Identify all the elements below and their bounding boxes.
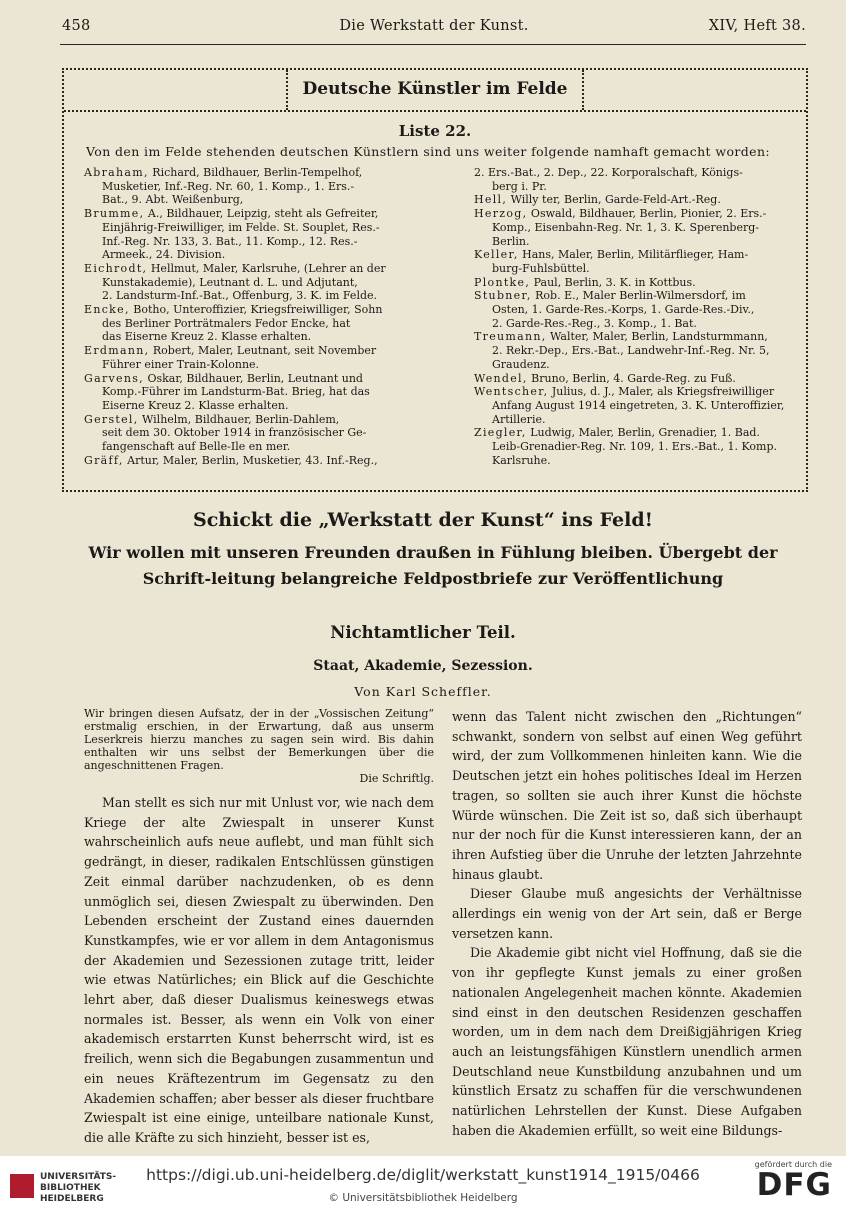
- entry-continuation: berg i. Pr.: [492, 179, 547, 193]
- entry-name: Encke,: [84, 303, 130, 317]
- list-entry: [84, 413, 424, 454]
- entry-continuation: 2. Garde-Res.-Reg., 3. Komp., 1. Bat.: [492, 316, 697, 330]
- entry-continuation: Musketier, Inf.-Reg. Nr. 60, 1. Komp., 1. Ers.-: [102, 179, 355, 193]
- entry-continuation: fangenschaft auf Belle-Ile en mer.: [102, 440, 291, 454]
- library-name-line2: BIBLIOTHEK: [40, 1183, 101, 1193]
- entry-text: Artur, Maler, Berlin, Musketier, 43. Inf.-Reg.,: [127, 453, 378, 467]
- article-author: Von Karl Scheffler.: [354, 684, 492, 699]
- running-title: Die Werkstatt der Kunst.: [339, 18, 529, 34]
- volume-issue: XIV, Heft 38.: [708, 18, 806, 34]
- entry-continuation: Komp.-Führer im Landsturm-Bat. Brieg, hat das: [102, 385, 370, 399]
- entry-text: Hans, Maler, Berlin, Militärflieger, Ham-: [522, 248, 749, 262]
- entry-text: Oswald, Bildhauer, Berlin, Pionier, 2. Ers.-: [530, 207, 767, 221]
- entry-text: Hellmut, Maler, Karlsruhe, (Lehrer an der: [150, 261, 386, 275]
- permalink[interactable]: https://digi.ub.uni-heidelberg.de/diglit/werkstatt_kunst1914_1915/0466: [146, 1166, 700, 1184]
- entry-continuation: 2. Landsturm-Inf.-Bat., Offenburg, 3. K. im Felde.: [102, 289, 378, 303]
- entry-continuation: burg-Fuhlsbüttel.: [492, 261, 590, 275]
- library-name-line1: UNIVERSITÄTS-: [40, 1172, 117, 1182]
- artists-in-field-box: [62, 68, 808, 492]
- list-title: Liste 22.: [398, 122, 472, 140]
- entry-text: Rob. E., Maler Berlin-Wilmersdorf, im: [535, 289, 746, 303]
- entry-name: Stubner,: [474, 289, 532, 303]
- entry-name: Gräff,: [84, 453, 124, 467]
- entry-continuation: Artillerie.: [492, 412, 546, 426]
- list-entry: [474, 193, 804, 207]
- entry-continuation: seit dem 30. Oktober 1914 in französischer Ge-: [102, 426, 367, 440]
- dfg-logo[interactable]: [740, 1160, 832, 1210]
- entry-name: Gerstel,: [84, 412, 139, 426]
- section-title: Nichtamtlicher Teil.: [330, 623, 516, 642]
- editor-note-text: Wir bringen diesen Aufsatz, der in der „Vossischen Zeitung“ erstmalig erschien, in der Erwartung, daß aus unserm Leserkreis hierzu manches zu sagen sein wird. Bis dahin enthalten wir uns selbst der Bemerkungen über die angeschnittenen Fragen.: [84, 707, 434, 772]
- entry-continuation: Anfang August 1914 eingetreten, 3. K. Unteroffizier,: [492, 398, 785, 412]
- entry-name: Plontke,: [474, 275, 531, 289]
- list-entry: [474, 426, 804, 467]
- entry-name: Brumme,: [84, 207, 145, 221]
- entry-continuation: Führer einer Train-Kolonne.: [102, 357, 260, 371]
- entry-text: Botho, Unteroffizier, Kriegsfreiwilliger, Sohn: [133, 303, 383, 317]
- article-paragraph: Die Akademie gibt nicht viel Hoffnung, daß sie die von ihr gepflegte Kunst jemals zu einer großen nationalen Angelegenheit machen könnte. Akademien sind einst in den deutschen Residenzen geschaffen worden, um in dem nach dem Dreißigjährigen Krieg auch an leistungsfähigen Künstlern unendlich armen Deutschland neue Kunstbildung anzubahnen und um künstlich Ersatz zu schaffen für die verschwundenen natürlichen Lehrstellen der Kunst. Diese Aufgaben haben die Akademien erfüllt, so weit eine Bildungs-: [452, 945, 802, 1138]
- entry-text: Oskar, Bildhauer, Berlin, Leutnant und: [147, 371, 363, 385]
- entry-continuation: Armeek., 24. Division.: [102, 248, 226, 262]
- entry-name: Herzog,: [474, 207, 528, 221]
- list-entry: [84, 207, 424, 262]
- entry-text: Ludwig, Maler, Berlin, Grenadier, 1. Bad.: [530, 426, 760, 440]
- list-entry: [84, 454, 424, 468]
- entry-text: Julius, d. J., Maler, als Kriegsfreiwilliger: [551, 385, 775, 399]
- running-head: [62, 18, 806, 42]
- entry-text: Richard, Bildhauer, Berlin-Tempelhof,: [152, 166, 363, 179]
- article-paragraph: Dieser Glaube muß angesichts der Verhältnisse allerdings ein wenig von der Art sein, daß er Berge versetzen kann.: [452, 886, 802, 941]
- entry-continuation: Kunstakademie), Leutnant d. L. und Adjutant,: [102, 275, 358, 289]
- entry-name: Hell,: [474, 193, 508, 207]
- page-number: 458: [62, 18, 91, 34]
- list-entry: [84, 344, 424, 371]
- list-entry: [474, 385, 804, 426]
- dfg-wordmark: DFG: [756, 1167, 832, 1203]
- box-heading: Deutsche Künstler im Felde: [286, 70, 584, 110]
- entry-text: Robert, Maler, Leutnant, seit November: [152, 344, 377, 358]
- entry-name: Ziegler,: [474, 426, 527, 440]
- list-entry: [84, 262, 424, 303]
- article-title: Staat, Akademie, Sezession.: [313, 658, 533, 674]
- entry-name: Wentscher,: [474, 385, 549, 399]
- entry-text: Walter, Maler, Berlin, Landsturmmann,: [550, 330, 768, 344]
- appeal-text: Wir wollen mit unseren Freunden draußen in Fühlung bleiben. Übergebt der Schrift-leitung belangreiche Feldpostbriefe zur Veröffentlichung: [88, 543, 778, 588]
- list-entry: [84, 166, 424, 207]
- entry-name: Garvens,: [84, 371, 144, 385]
- copyright: © Universitätsbibliothek Heidelberg: [328, 1192, 518, 1204]
- entry-text: Paul, Berlin, 3. K. in Kottbus.: [533, 275, 696, 289]
- entry-continuation: Graudenz.: [492, 357, 550, 371]
- entry-name: Treumann,: [474, 330, 547, 344]
- box-heading-band: [64, 70, 806, 112]
- entry-continuation: 2. Rekr.-Dep., Ers.-Bat., Landwehr-Inf.-Reg. Nr. 5,: [492, 344, 770, 358]
- list-entry: [474, 372, 804, 386]
- list-column-left: [84, 166, 424, 467]
- entry-name: Abraham,: [84, 166, 149, 179]
- entry-continuation: Leib-Grenadier-Reg. Nr. 109, 1. Ers.-Bat., 1. Komp.: [492, 440, 778, 454]
- entry-name: Keller,: [474, 248, 519, 262]
- list-entry: [84, 303, 424, 344]
- entry-continuation: Berlin.: [492, 234, 530, 248]
- entry-continuation: das Eiserne Kreuz 2. Klasse erhalten.: [102, 330, 312, 344]
- entry-name: Erdmann,: [84, 344, 150, 358]
- list-entry: [474, 330, 804, 371]
- entry-text: Willy ter, Berlin, Garde-Feld-Art.-Reg.: [510, 193, 721, 207]
- entry-continuation: des Berliner Porträtmalers Fedor Encke, hat: [102, 316, 351, 330]
- editor-signature: Die Schriftlg.: [359, 772, 434, 785]
- list-entry: [474, 248, 804, 275]
- article-paragraph: wenn das Talent nicht zwischen den „Richtungen“ schwankt, sondern von selbst auf einen Weg geführt wird, der zum Vollkommenen hinleiten kann. Wie die Deutschen jetzt ein hohes politisches Ideal im Herzen tragen, so sollten sie auch ihrer Kunst die höchste Würde wünschen. Die Zeit ist so, daß sich überhaupt nur der noch für die Kunst interessieren kann, der an ihren Aufstieg über die Unruhe der letzten Jahrzehnte hinaus glaubt.: [452, 709, 802, 882]
- entry-text: 2. Ers.-Bat., 2. Dep., 22. Korporalschaft, Königs-: [474, 166, 743, 179]
- viewer-footer: [0, 1156, 846, 1215]
- entry-text: Wilhelm, Bildhauer, Berlin-Dahlem,: [142, 412, 340, 426]
- list-intro: Von den im Felde stehenden deutschen Künstlern sind uns weiter folgende namhaft gemacht worden:: [86, 144, 771, 159]
- entry-name: Eichrodt,: [84, 261, 148, 275]
- entry-continuation: Einjährig-Freiwilliger, im Felde. St. Souplet, Res.-: [102, 220, 380, 234]
- list-entry: [474, 289, 804, 330]
- entry-continuation: Eiserne Kreuz 2. Klasse erhalten.: [102, 398, 289, 412]
- appeal-headline: Schickt die „Werkstatt der Kunst“ ins Feld!: [193, 509, 653, 531]
- funded-by-label: gefördert durch die: [754, 1160, 832, 1169]
- entry-continuation: Bat., 9. Abt. Weißenburg,: [102, 193, 244, 207]
- list-column-right: [474, 166, 804, 467]
- entry-continuation: Karlsruhe.: [492, 453, 551, 467]
- library-name-line3: HEIDELBERG: [40, 1194, 104, 1204]
- entry-continuation: Inf.-Reg. Nr. 133, 3. Bat., 11. Komp., 12. Res.-: [102, 234, 358, 248]
- list-entry: [84, 372, 424, 413]
- list-entry: [474, 207, 804, 248]
- entry-continuation: Komp., Eisenbahn-Reg. Nr. 1, 3. K. Sperenberg-: [492, 220, 759, 234]
- list-entry: [474, 166, 804, 193]
- article-column-right: [452, 707, 802, 1140]
- entry-continuation: Osten, 1. Garde-Res.-Korps, 1. Garde-Res.-Div.,: [492, 303, 755, 317]
- entry-text: A., Bildhauer, Leipzig, steht als Gefreiter,: [147, 207, 379, 221]
- article-paragraph: Man stellt es sich nur mit Unlust vor, wie nach dem Kriege der alte Zwiespalt in unserer Kunst wahrscheinlich aufs neue auflebt, und man fühlt sich gedrängt, in dieser, radikalen Entschlüssen günstigen Zeit einmal darüber nachzudenken, ob es denn unmöglich sei, diesen Zwiespalt zu überwinden. Den Lebenden erscheint der Zustand eines dauernden Kunstkampfes, wie er vor allem in dem Antagonismus der Akademien und Sezessionen zutage tritt, leider wie etwas Natürliches; ein Blick auf die Geschichte lehrt aber, daß dieser Dualismus keineswegs etwas normales ist. Besser, als wenn ein Volk von einer akademisch erstarrten Kunst beherrscht wird, ist es freilich, wenn sich die Begabungen zusammentun und ein neues Kräftezentrum im Gegensatz zu den Akademien schaffen; aber besser als dieser fruchtbare Zwiespalt ist eine einige, unteilbare nationale Kunst, die alle Kräfte zu sich hinzieht, besser ist es,: [84, 795, 434, 1145]
- entry-text: Bruno, Berlin, 4. Garde-Reg. zu Fuß.: [531, 371, 736, 385]
- article-column-left: [84, 707, 434, 1148]
- entry-name: Wendel,: [474, 371, 528, 385]
- header-rule: [60, 44, 806, 45]
- editor-note: [84, 707, 434, 785]
- list-entry: [474, 276, 804, 290]
